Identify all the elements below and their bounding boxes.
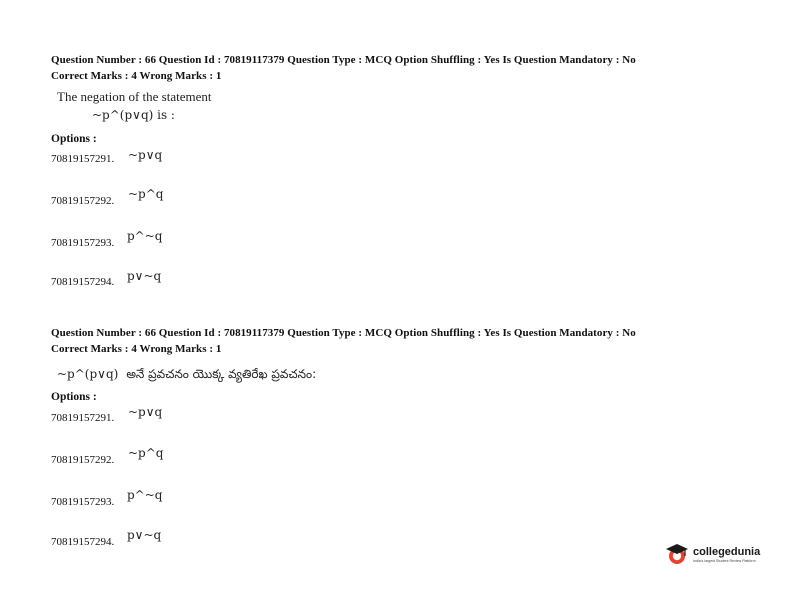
telugu-statement: అనే ప్రవచనం యొక్క వ్యతిరేఖ ప్రవచనం: — [126, 367, 317, 381]
option-id: 70819157292. — [51, 454, 115, 466]
option-expression: p∨~q — [127, 269, 162, 283]
option-expression: ~p^q — [128, 187, 164, 201]
option-id: 70819157291. — [51, 153, 115, 165]
question-marks-line: Correct Marks : 4 Wrong Marks : 1 — [51, 343, 222, 355]
question-expression: ~p^(p∨q) — [57, 367, 119, 381]
question-header-line1: Question Number : 66 Question Id : 70819117379 Question Type : MCQ Option Shuffling : Yes Is Question Mandatory : No — [51, 54, 636, 66]
option-id: 70819157294. — [51, 536, 115, 548]
question-statement: The negation of the statement — [57, 89, 212, 104]
graduate-cap-icon — [664, 541, 690, 567]
option-id: 70819157293. — [51, 237, 115, 249]
option-id: 70819157293. — [51, 496, 115, 508]
logo-tagline: India's largest Student Review Platform — [693, 558, 756, 563]
option-expression: p^~q — [127, 229, 163, 243]
collegedunia-logo — [664, 541, 760, 567]
option-expression: ~p^q — [128, 446, 164, 460]
option-id: 70819157291. — [51, 412, 115, 424]
option-expression: ~p∨q — [128, 148, 163, 162]
question-header-line1: Question Number : 66 Question Id : 70819117379 Question Type : MCQ Option Shuffling : Yes Is Question Mandatory : No — [51, 327, 636, 339]
option-id: 70819157294. — [51, 276, 115, 288]
options-label: Options : — [51, 133, 97, 145]
question-marks-line: Correct Marks : 4 Wrong Marks : 1 — [51, 70, 222, 82]
option-expression: p^~q — [127, 488, 163, 502]
option-id: 70819157292. — [51, 195, 115, 207]
logo-name: collegedunia — [693, 545, 761, 558]
question-expression: ~p^(p∨q) is : — [92, 108, 175, 122]
option-expression: ~p∨q — [128, 405, 163, 419]
option-expression: p∨~q — [127, 528, 162, 542]
options-label: Options : — [51, 391, 97, 403]
question-statement-telugu — [57, 365, 316, 384]
